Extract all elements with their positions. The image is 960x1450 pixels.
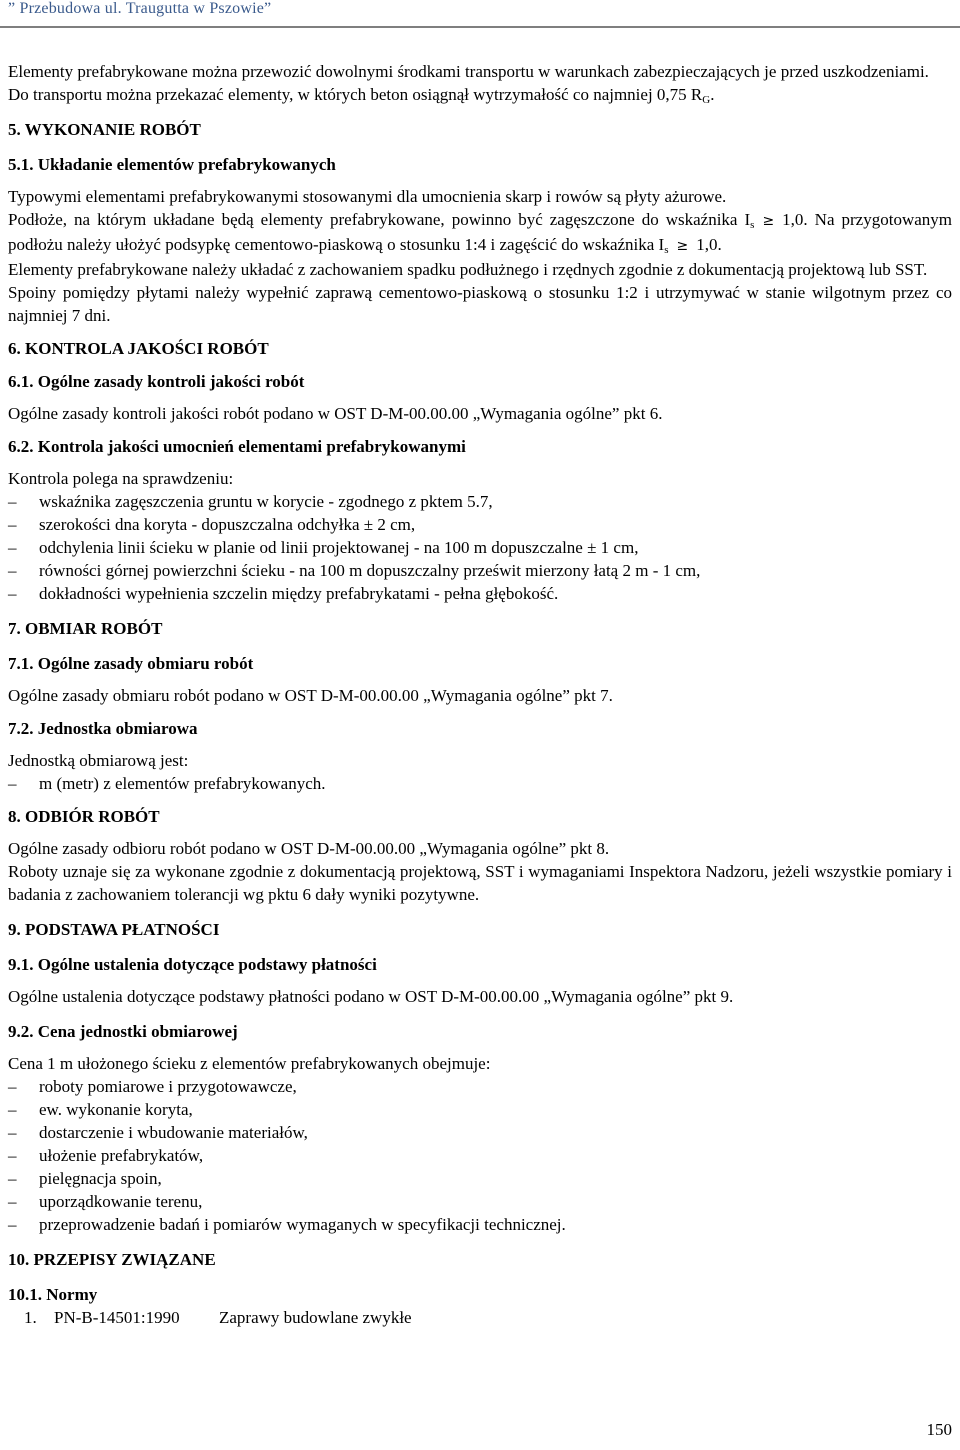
list-item: – dokładności wypełnienia szczelin między prefabrykatami - pełna głębokość. [8, 584, 559, 603]
list-item: – ew. wykonanie koryta, [8, 1100, 193, 1119]
heading-section-6-2: 6.2. Kontrola jakości umocnień elementami prefabrykowanymi [8, 437, 466, 456]
paragraph-7-2: Jednostką obmiarową jest: [8, 751, 189, 770]
page-number: 150 [926, 1420, 952, 1439]
list-item: – uporządkowanie terenu, [8, 1192, 203, 1211]
list-9-2 [8, 1075, 952, 1236]
heading-section-9-2: 9.2. Cena jednostki obmiarowej [8, 1022, 238, 1041]
greater-equal-symbol: ≥ [762, 213, 775, 229]
paragraph-9-1: Ogólne ustalenia dotyczące podstawy płatności podano w OST D-M-00.00.00 „Wymagania ogólne” pkt 9. [8, 987, 734, 1006]
list-item: – dostarczenie i wbudowanie materiałów, [8, 1123, 308, 1142]
heading-section-6: 6. KONTROLA JAKOŚCI ROBÓT [8, 339, 269, 358]
list-7-2 [8, 772, 952, 795]
subscript-g: G [702, 94, 711, 106]
norm-number: 1. [24, 1308, 37, 1327]
list-item: – szerokości dna koryta - dopuszczalna odchyłka ± 2 cm, [8, 515, 416, 534]
list-item: – roboty pomiarowe i przygotowawcze, [8, 1077, 297, 1096]
heading-section-5: 5. WYKONANIE ROBÓT [8, 120, 201, 139]
norms-list [8, 1306, 952, 1329]
paragraph-5-1-a: Typowymi elementami prefabrykowanymi stosowanymi dla umocnienia skarp i rowów są płyty ażurowe. [8, 187, 727, 206]
heading-section-9: 9. PODSTAWA PŁATNOŚCI [8, 920, 220, 939]
norm-code: PN-B-14501:1990 [54, 1308, 180, 1327]
norm-title: Zaprawy budowlane zwykłe [219, 1308, 412, 1327]
paragraph-5-1-b: Podłoże, na którym układane będą elementy prefabrykowane, powinno być zagęszczone do wskaźnika $I_s \ge 1,0$. Na przygotowanym podłożu należy ułożyć podsypkę cementowo-piaskową o stosunku 1:4 i zagęścić do wskaźnika $I_s \ge 1,0$. [8, 210, 952, 256]
paragraph-6-2: Kontrola polega na sprawdzeniu: [8, 469, 234, 488]
running-header: ” Przebudowa ul. Traugutta w Pszowie” [8, 0, 272, 17]
paragraph-transport-1: Elementy prefabrykowane można przewozić dowolnymi środkami transportu w warunkach zabezpieczających je przed uszkodzeniami. [8, 62, 929, 81]
list-item: – odchylenia linii ścieku w planie od linii projektowanej - na 100 m dopuszczalne ± 1 cm, [8, 538, 639, 557]
paragraph-8-a: Ogólne zasady odbioru robót podano w OST D-M-00.00.00 „Wymagania ogólne” pkt 8. [8, 839, 610, 858]
list-item: – m (metr) z elementów prefabrykowanych. [8, 774, 326, 793]
heading-section-5-1: 5.1. Układanie elementów prefabrykowanych [8, 155, 336, 174]
paragraph-6-1: Ogólne zasady kontroli jakości robót podano w OST D-M-00.00.00 „Wymagania ogólne” pkt 6. [8, 404, 663, 423]
document-body [8, 60, 952, 1329]
heading-section-7-1: 7.1. Ogólne zasady obmiaru robót [8, 654, 254, 673]
list-item: – pielęgnacja spoin, [8, 1169, 162, 1188]
paragraph-transport-2: Do transportu można przekazać elementy, w których beton osiągnął wytrzymałość co najmniej 0,75 $R_G$. [8, 85, 715, 106]
list-item: – ułożenie prefabrykatów, [8, 1146, 204, 1165]
heading-section-7-2: 7.2. Jednostka obmiarowa [8, 719, 198, 738]
list-item: – przeprowadzenie badań i pomiarów wymaganych w specyfikacji technicznej. [8, 1215, 566, 1234]
paragraph-9-2: Cena 1 m ułożonego ścieku z elementów prefabrykowanych obejmuje: [8, 1054, 491, 1073]
heading-section-10-1: 10.1. Normy [8, 1285, 98, 1304]
list-item: – równości górnej powierzchni ścieku - na 100 m dopuszczalny prześwit mierzony łatą 2 m - 1 cm, [8, 561, 701, 580]
paragraph-5-1-c: Elementy prefabrykowane należy układać z zachowaniem spadku podłużnego i rzędnych zgodnie z dokumentacją projektową lub SST. [8, 260, 928, 279]
heading-section-6-1: 6.1. Ogólne zasady kontroli jakości robót [8, 372, 305, 391]
list-item: – wskaźnika zagęszczenia gruntu w korycie - zgodnego z pktem 5.7, [8, 492, 493, 511]
heading-section-9-1: 9.1. Ogólne ustalenia dotyczące podstawy płatności [8, 955, 377, 974]
paragraph-5-1-d: Spoiny pomiędzy płytami należy wypełnić zaprawą cementowo-piaskową o stosunku 1:2 i utrzymywać w stanie wilgotnym przez co najmniej 7 dni. [8, 283, 952, 325]
dash-bullet: – [8, 492, 17, 511]
heading-section-10: 10. PRZEPISY ZWIĄZANE [8, 1250, 216, 1269]
paragraph-8-b: Roboty uznaje się za wykonane zgodnie z dokumentacją projektową, SST i wymaganiami Inspektora Nadzoru, jeżeli wszystkie pomiary i badania z zachowaniem tolerancji wg pktu 6 dały wyniki pozytywne. [8, 862, 952, 904]
list-6-2 [8, 490, 952, 605]
norm-item [8, 1306, 952, 1329]
heading-section-8: 8. ODBIÓR ROBÓT [8, 807, 160, 826]
header-rule [0, 26, 960, 28]
paragraph-7-1: Ogólne zasady obmiaru robót podano w OST D-M-00.00.00 „Wymagania ogólne” pkt 7. [8, 686, 613, 705]
heading-section-7: 7. OBMIAR ROBÓT [8, 619, 163, 638]
